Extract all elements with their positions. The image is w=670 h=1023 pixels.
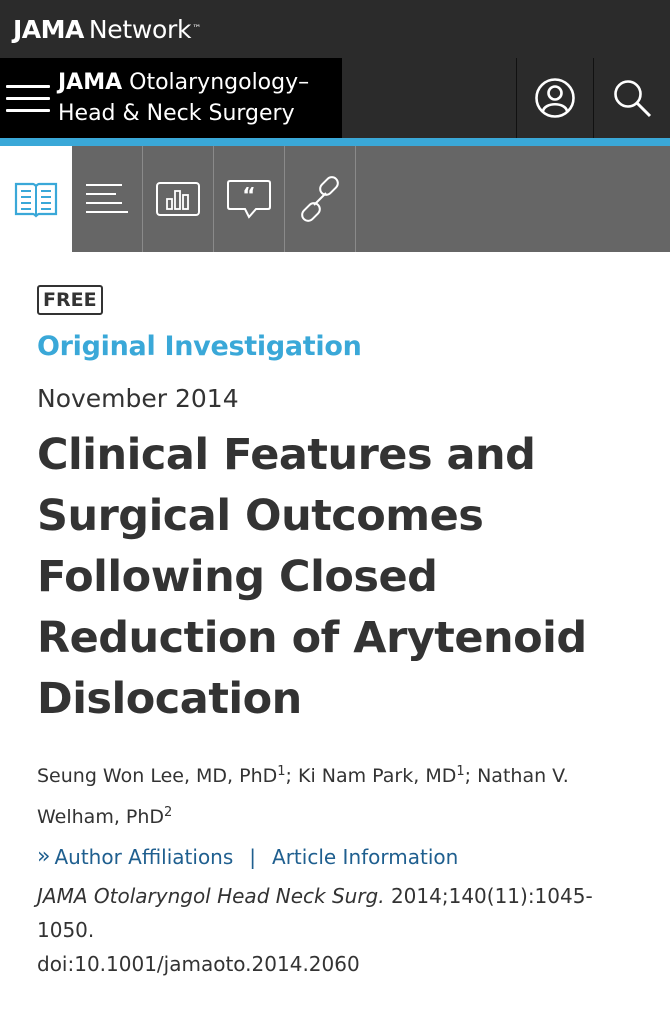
affiliation-marker: 1 — [277, 764, 286, 779]
article-type[interactable]: Original Investigation — [37, 331, 362, 362]
article-toolbar — [0, 146, 670, 252]
author-list: Seung Won Lee, MD, PhD$^1$; Ki Nam Park, $MD^1$; Nathan V. Welham, PhD$^2$ — [37, 764, 569, 828]
affiliation-marker: 2 — [164, 805, 173, 820]
journal-name-line2: Head & Neck Surgery — [58, 101, 295, 126]
article-book-icon — [13, 179, 59, 219]
citation — [37, 879, 633, 981]
tab-outline[interactable] — [72, 146, 143, 252]
trademark-mark: ™ — [192, 24, 202, 34]
journal-name-line1: Otolaryngology– — [129, 70, 310, 95]
article-info-links — [37, 844, 633, 869]
link-separator: | — [249, 844, 257, 869]
tab-metrics[interactable] — [143, 146, 214, 252]
author-affiliations-link[interactable]: Author Affiliations — [54, 844, 234, 869]
toolbar-filler — [356, 146, 670, 252]
free-access-badge: FREE — [37, 285, 103, 315]
cite-quote-icon — [226, 178, 272, 220]
article-title: Clinical Features and Surgical Outcomes Following Closed Reduction of Arytenoid Dislocation — [37, 430, 587, 724]
citation-journal: JAMA Otolaryngol Head Neck Surg. — [37, 884, 385, 908]
article-information-link[interactable]: Article Information — [272, 844, 459, 869]
network-bar — [0, 0, 670, 58]
hamburger-menu-icon[interactable] — [6, 85, 50, 112]
accent-rule — [0, 138, 670, 146]
tab-cite[interactable] — [214, 146, 285, 252]
network-brand-light[interactable]: Network — [88, 14, 192, 44]
outline-list-icon — [84, 182, 130, 216]
user-icon — [534, 77, 576, 119]
author-name[interactable]: Seung Won Lee, MD, PhD — [37, 765, 278, 787]
tab-share[interactable] — [285, 146, 356, 252]
chevron-right-icon: » — [37, 844, 51, 869]
citation-details: 2014;140(11):1045-1050. — [37, 884, 593, 942]
journal-name[interactable] — [58, 67, 309, 129]
doi[interactable]: doi:10.1001/jamaoto.2014.2060 — [37, 952, 360, 976]
author-name[interactable]: Ki Nam Park, MD — [298, 765, 457, 787]
publication-date: November 2014 — [37, 384, 239, 413]
svg-text:“: “ — [242, 183, 256, 207]
account-button[interactable] — [516, 58, 593, 138]
tab-article[interactable] — [0, 146, 72, 252]
affiliation-marker: 1 — [456, 764, 465, 779]
share-link-icon — [297, 176, 343, 222]
journal-name-bold: JAMA — [58, 70, 123, 95]
journal-title-block — [0, 58, 342, 138]
journal-header — [0, 58, 670, 138]
author-name[interactable]: Nathan V. Welham, PhD — [37, 765, 569, 828]
article-header — [0, 252, 670, 981]
network-brand-bold[interactable]: JAMA — [13, 14, 84, 44]
metrics-bar-chart-icon — [155, 181, 201, 217]
search-icon — [611, 77, 653, 119]
search-button[interactable] — [593, 58, 670, 138]
